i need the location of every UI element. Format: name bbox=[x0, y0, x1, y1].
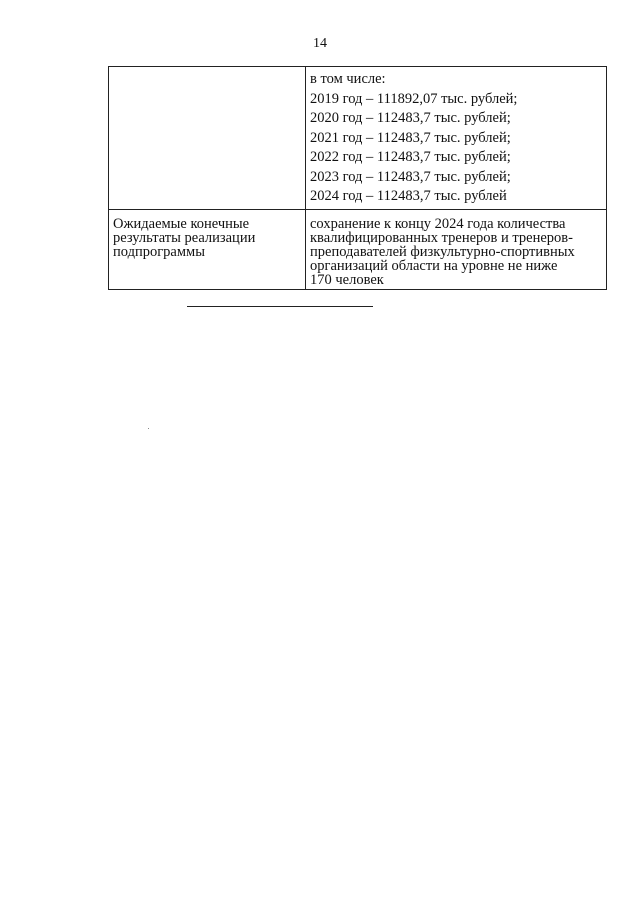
results-row bbox=[109, 209, 607, 289]
results-value-line-3: преподавателей физкультурно-спортивных bbox=[310, 243, 575, 260]
financing-row bbox=[109, 67, 607, 210]
financing-intro: в том числе: bbox=[310, 71, 386, 87]
financing-2024: 2024 год – 112483,7 тыс. рублей bbox=[310, 188, 507, 204]
financing-2023: 2023 год – 112483,7 тыс. рублей; bbox=[310, 168, 511, 185]
end-of-section-rule bbox=[187, 306, 373, 307]
results-value-line-1: сохранение к концу 2024 года количества bbox=[310, 215, 566, 232]
financing-value-cell bbox=[306, 67, 607, 210]
results-value-line-4: организаций области на уровне не ниже bbox=[310, 257, 558, 274]
financing-2021: 2021 год – 112483,7 тыс. рублей; bbox=[310, 129, 511, 146]
results-label-line-3: подпрограммы bbox=[113, 243, 205, 260]
financing-2020: 2020 год – 112483,7 тыс. рублей; bbox=[310, 110, 511, 126]
results-label-line-1: Ожидаемые конечные bbox=[113, 215, 250, 232]
financing-2022: 2022 год – 112483,7 тыс. рублей; bbox=[310, 149, 511, 165]
results-value-line-2: квалифицированных тренеров и тренеров- bbox=[310, 229, 573, 246]
financing-label-cell bbox=[109, 67, 306, 210]
results-label-line-2: результаты реализации bbox=[113, 229, 256, 246]
results-value-line-5: 170 человек bbox=[310, 271, 384, 288]
scan-speck bbox=[148, 428, 149, 429]
subprogram-passport-table bbox=[108, 66, 607, 290]
results-label-cell bbox=[109, 209, 306, 289]
results-value-cell bbox=[306, 209, 607, 289]
page-number: 14 bbox=[313, 36, 327, 51]
financing-2019: 2019 год – 111892,07 тыс. рублей; bbox=[310, 90, 518, 107]
